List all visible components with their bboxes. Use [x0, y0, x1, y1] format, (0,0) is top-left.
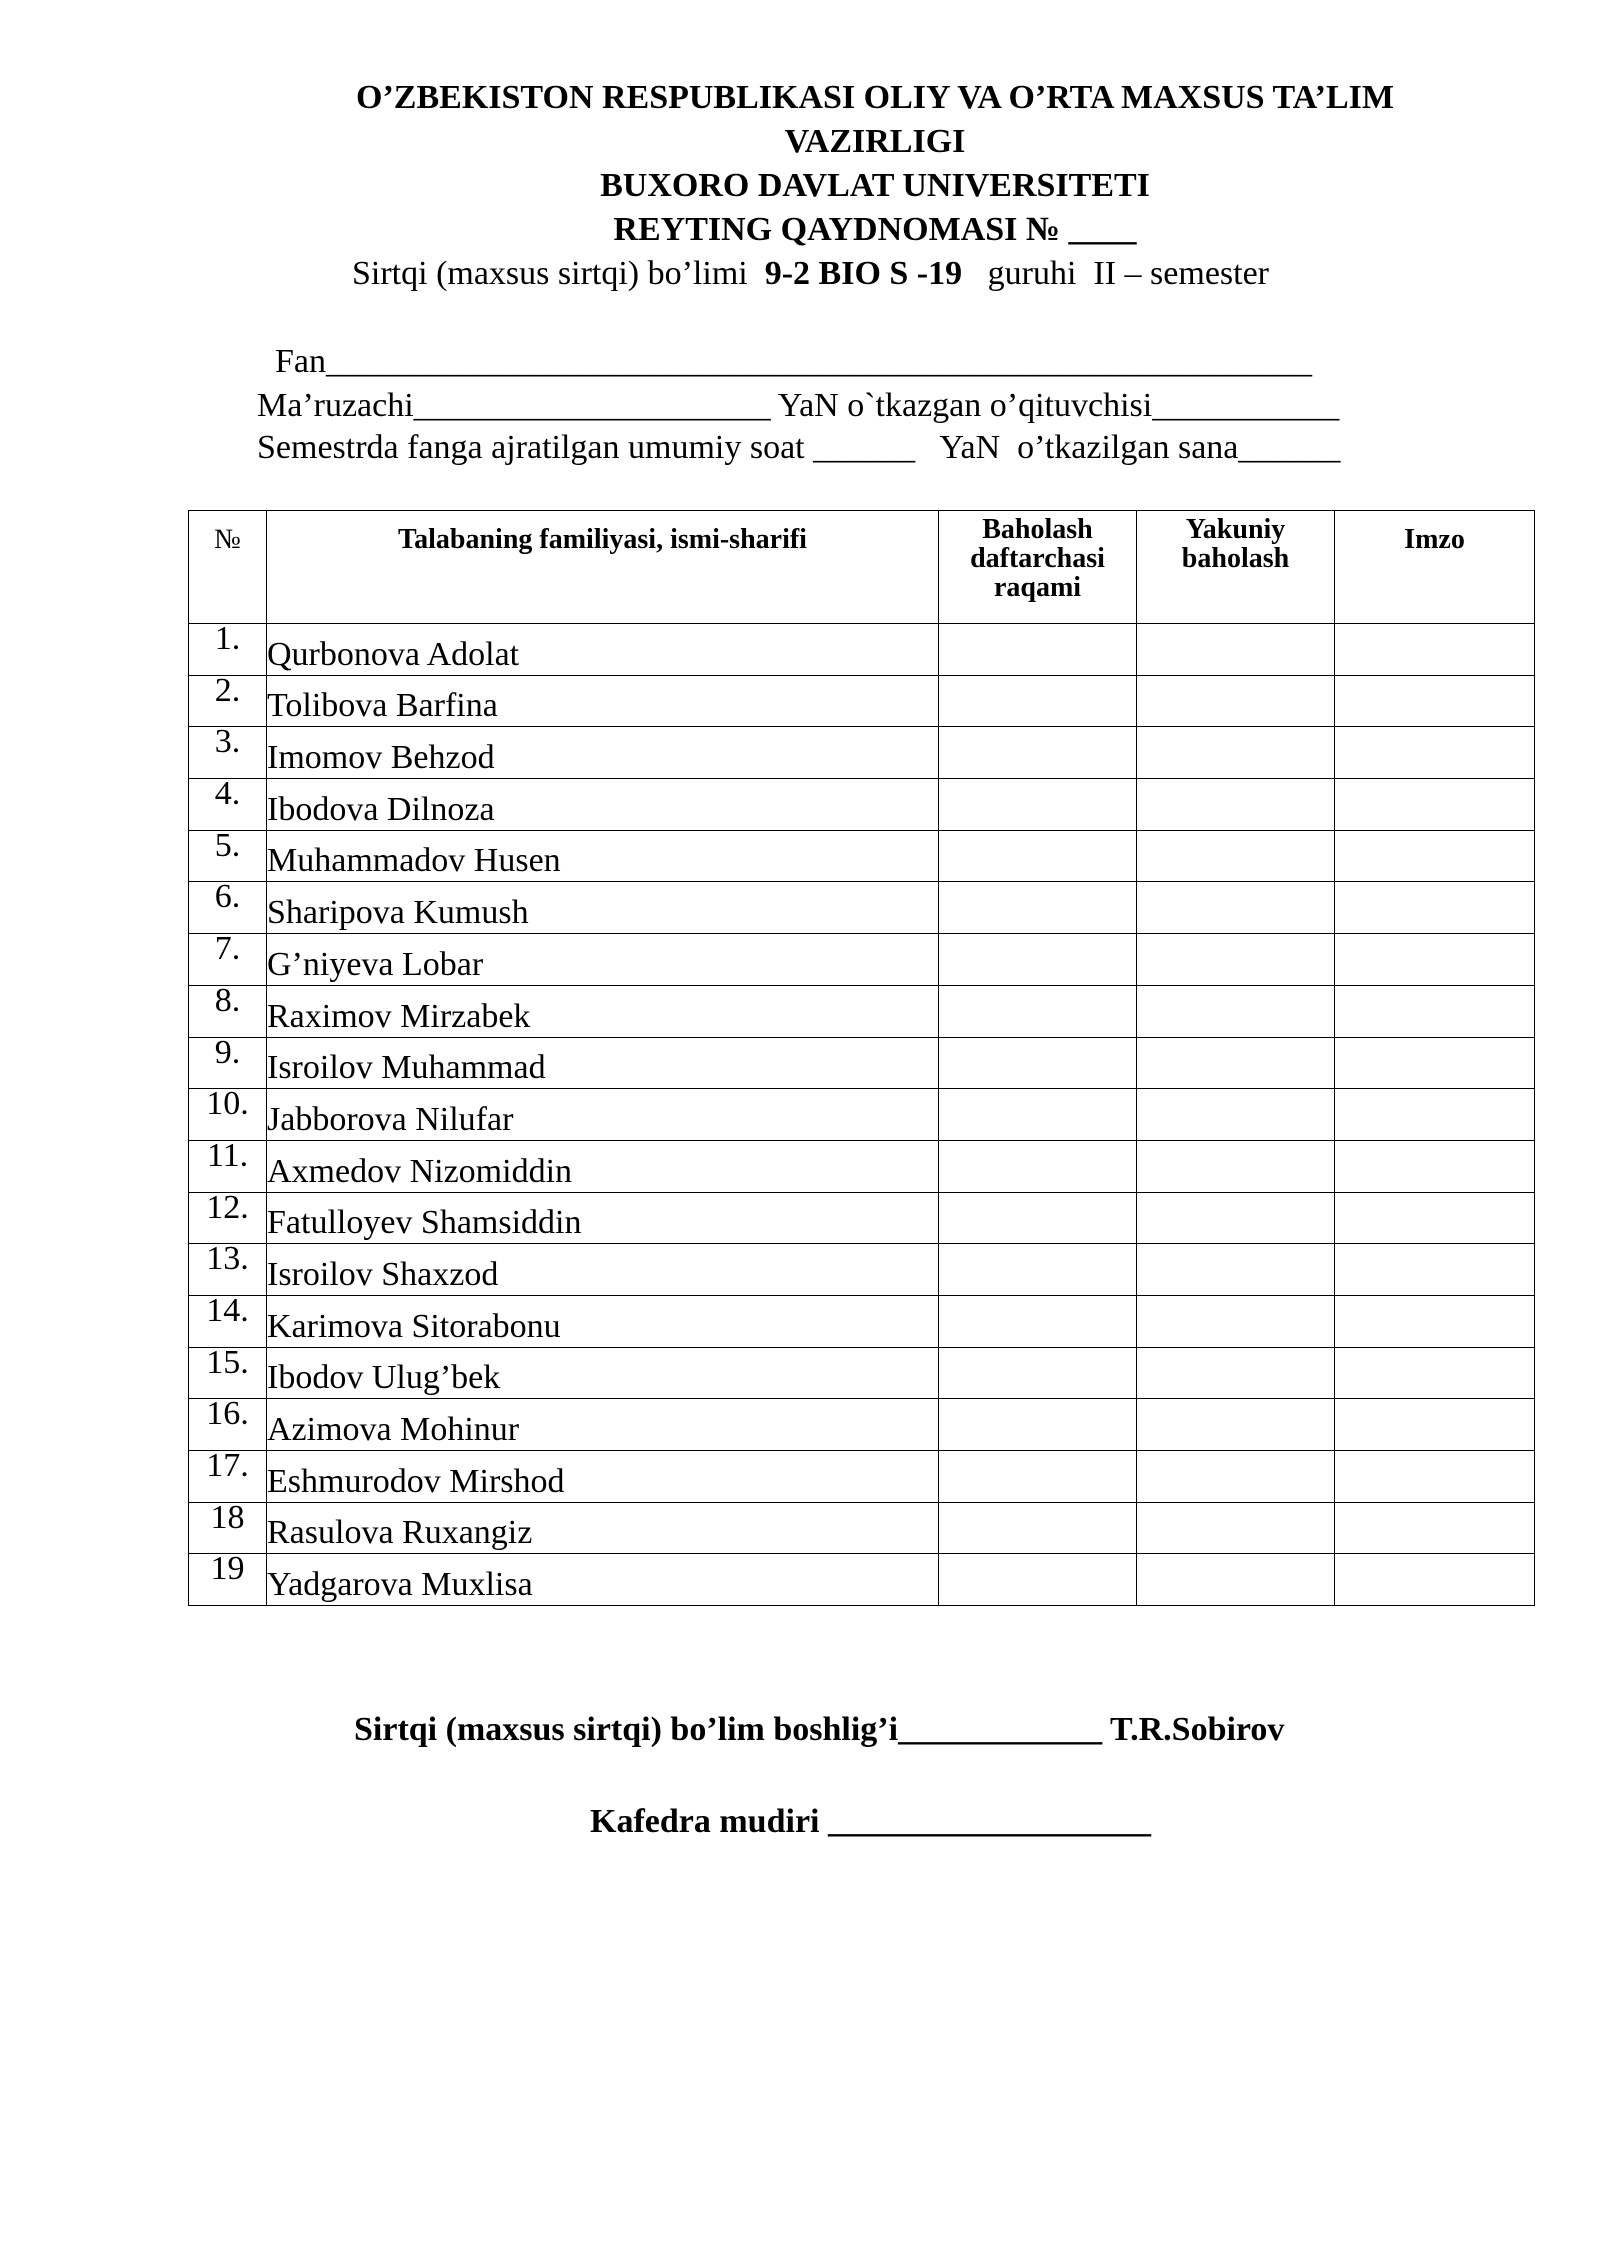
table-row [189, 1399, 1535, 1451]
student-name: Qurbonova Adolat [267, 624, 939, 676]
chair-head-signature: Kafedra mudiri ___________________ [590, 1803, 1151, 1840]
student-name: Raximov Mirzabek [267, 985, 939, 1037]
ministry-line-1: O’ZBEKISTON RESPUBLIKASI OLIY VA O’RTA MAXSUS TA’LIM [356, 79, 1394, 116]
booklet-number-cell[interactable] [939, 727, 1137, 779]
table-header-row [189, 511, 1535, 624]
student-name: Azimova Mohinur [267, 1399, 939, 1451]
table-row [189, 882, 1535, 934]
row-number: 9. [189, 1037, 267, 1089]
signature-cell[interactable] [1335, 830, 1535, 882]
table-row [189, 624, 1535, 676]
department-head-signature: Sirtqi (maxsus sirtqi) bo’lim boshlig’i____________ T.R.Sobirov [354, 1711, 1285, 1748]
booklet-number-cell[interactable] [939, 1502, 1137, 1554]
final-grade-cell[interactable] [1137, 1089, 1335, 1141]
signature-cell[interactable] [1335, 1140, 1535, 1192]
header-final-grade: Yakuniy baholash [1137, 511, 1335, 624]
booklet-number-cell[interactable] [939, 1554, 1137, 1606]
final-grade-cell[interactable] [1137, 1037, 1335, 1089]
row-number: 16. [189, 1399, 267, 1451]
row-number: 10. [189, 1089, 267, 1141]
signature-cell[interactable] [1335, 1347, 1535, 1399]
table-row [189, 1192, 1535, 1244]
row-number: 5. [189, 830, 267, 882]
student-name: Ibodov Ulug’bek [267, 1347, 939, 1399]
booklet-number-cell[interactable] [939, 985, 1137, 1037]
table-row [189, 1502, 1535, 1554]
semester-hours-field: Semestrda fanga ajratilgan umumiy soat ______ YaN o’tkazilgan sana______ [257, 429, 1341, 466]
table-row [189, 1140, 1535, 1192]
booklet-number-cell[interactable] [939, 830, 1137, 882]
final-grade-cell[interactable] [1137, 1399, 1335, 1451]
final-grade-cell[interactable] [1137, 1192, 1335, 1244]
signature-cell[interactable] [1335, 1451, 1535, 1503]
booklet-number-cell[interactable] [939, 779, 1137, 831]
row-number: 3. [189, 727, 267, 779]
subject-field: Fan__________________________________________________________ [275, 343, 1312, 380]
student-name: Ibodova Dilnoza [267, 779, 939, 831]
student-name: Isroilov Muhammad [267, 1037, 939, 1089]
header-student-name: Talabaning familiyasi, ismi-sharifi [267, 511, 939, 624]
department-prefix: Sirtqi (maxsus sirtqi) bo’limi [352, 255, 765, 292]
student-name: Eshmurodov Mirshod [267, 1451, 939, 1503]
student-name: Fatulloyev Shamsiddin [267, 1192, 939, 1244]
header-signature: Imzo [1335, 511, 1535, 624]
signature-cell[interactable] [1335, 727, 1535, 779]
final-grade-cell[interactable] [1137, 985, 1335, 1037]
row-number: 1. [189, 624, 267, 676]
table-row [189, 1089, 1535, 1141]
row-number: 13. [189, 1244, 267, 1296]
rating-table [188, 510, 1535, 1606]
final-grade-cell[interactable] [1137, 1554, 1335, 1606]
signature-cell[interactable] [1335, 882, 1535, 934]
row-number: 17. [189, 1451, 267, 1503]
booklet-number-cell[interactable] [939, 934, 1137, 986]
booklet-number-cell[interactable] [939, 624, 1137, 676]
final-grade-cell[interactable] [1137, 624, 1335, 676]
booklet-number-cell[interactable] [939, 1089, 1137, 1141]
student-name: Muhammadov Husen [267, 830, 939, 882]
table-row [189, 934, 1535, 986]
final-grade-cell[interactable] [1137, 934, 1335, 986]
row-number: 14. [189, 1295, 267, 1347]
final-grade-cell[interactable] [1137, 727, 1335, 779]
final-grade-cell[interactable] [1137, 1140, 1335, 1192]
student-name: Imomov Behzod [267, 727, 939, 779]
row-number: 8. [189, 985, 267, 1037]
signature-cell[interactable] [1335, 934, 1535, 986]
final-grade-cell[interactable] [1137, 882, 1335, 934]
booklet-number-cell[interactable] [939, 1192, 1137, 1244]
signature-cell[interactable] [1335, 1399, 1535, 1451]
booklet-number-cell[interactable] [939, 1451, 1137, 1503]
final-grade-cell[interactable] [1137, 675, 1335, 727]
signature-cell[interactable] [1335, 675, 1535, 727]
booklet-number-cell[interactable] [939, 1347, 1137, 1399]
signature-cell[interactable] [1335, 1244, 1535, 1296]
table-row [189, 779, 1535, 831]
table-row [189, 1554, 1535, 1606]
final-grade-cell[interactable] [1137, 830, 1335, 882]
booklet-number-cell[interactable] [939, 1399, 1137, 1451]
student-name: Tolibova Barfina [267, 675, 939, 727]
table-row [189, 1295, 1535, 1347]
signature-cell[interactable] [1335, 1502, 1535, 1554]
signature-cell[interactable] [1335, 1192, 1535, 1244]
row-number: 18 [189, 1502, 267, 1554]
ministry-line-2: VAZIRLIGI [784, 123, 966, 160]
booklet-number-cell[interactable] [939, 675, 1137, 727]
header-number: № [189, 511, 267, 624]
table-row [189, 1451, 1535, 1503]
department-group-line [352, 252, 1269, 296]
table-row [189, 1244, 1535, 1296]
row-number: 15. [189, 1347, 267, 1399]
signature-cell[interactable] [1335, 1089, 1535, 1141]
table-row [189, 985, 1535, 1037]
final-grade-cell[interactable] [1137, 1295, 1335, 1347]
signature-cell[interactable] [1335, 1295, 1535, 1347]
row-number: 4. [189, 779, 267, 831]
student-name: Karimova Sitorabonu [267, 1295, 939, 1347]
booklet-number-cell[interactable] [939, 1037, 1137, 1089]
row-number: 2. [189, 675, 267, 727]
final-grade-cell[interactable] [1137, 1347, 1335, 1399]
final-grade-cell[interactable] [1137, 1502, 1335, 1554]
student-name: Sharipova Kumush [267, 882, 939, 934]
table-row [189, 830, 1535, 882]
table-row [189, 1347, 1535, 1399]
student-name: G’niyeva Lobar [267, 934, 939, 986]
table-row [189, 675, 1535, 727]
group-code: 9-2 BIO S -19 [764, 255, 963, 292]
department-suffix: guruhi II – semester [962, 255, 1270, 292]
booklet-number-cell[interactable] [939, 1295, 1137, 1347]
university-name: BUXORO DAVLAT UNIVERSITETI [600, 167, 1150, 204]
final-grade-cell[interactable] [1137, 1244, 1335, 1296]
row-number: 19 [189, 1554, 267, 1606]
row-number: 12. [189, 1192, 267, 1244]
booklet-number-cell[interactable] [939, 882, 1137, 934]
header-booklet-number: Baholash daftarchasi raqami [939, 511, 1137, 624]
document-title: REYTING QAYDNOMASI № ____ [613, 211, 1137, 248]
lecturer-field: Ma’ruzachi_____________________ YaN o`tkazgan o’qituvchisi___________ [257, 387, 1340, 424]
signature-cell[interactable] [1335, 1037, 1535, 1089]
signature-cell[interactable] [1335, 779, 1535, 831]
table-row [189, 1037, 1535, 1089]
final-grade-cell[interactable] [1137, 779, 1335, 831]
signature-cell[interactable] [1335, 985, 1535, 1037]
row-number: 11. [189, 1140, 267, 1192]
student-name: Yadgarova Muxlisa [267, 1554, 939, 1606]
signature-cell[interactable] [1335, 1554, 1535, 1606]
student-name: Rasulova Ruxangiz [267, 1502, 939, 1554]
row-number: 6. [189, 882, 267, 934]
booklet-number-cell[interactable] [939, 1140, 1137, 1192]
row-number: 7. [189, 934, 267, 986]
student-name: Axmedov Nizomiddin [267, 1140, 939, 1192]
student-name: Jabborova Nilufar [267, 1089, 939, 1141]
signature-cell[interactable] [1335, 624, 1535, 676]
final-grade-cell[interactable] [1137, 1451, 1335, 1503]
table-row [189, 727, 1535, 779]
student-name: Isroilov Shaxzod [267, 1244, 939, 1296]
booklet-number-cell[interactable] [939, 1244, 1137, 1296]
